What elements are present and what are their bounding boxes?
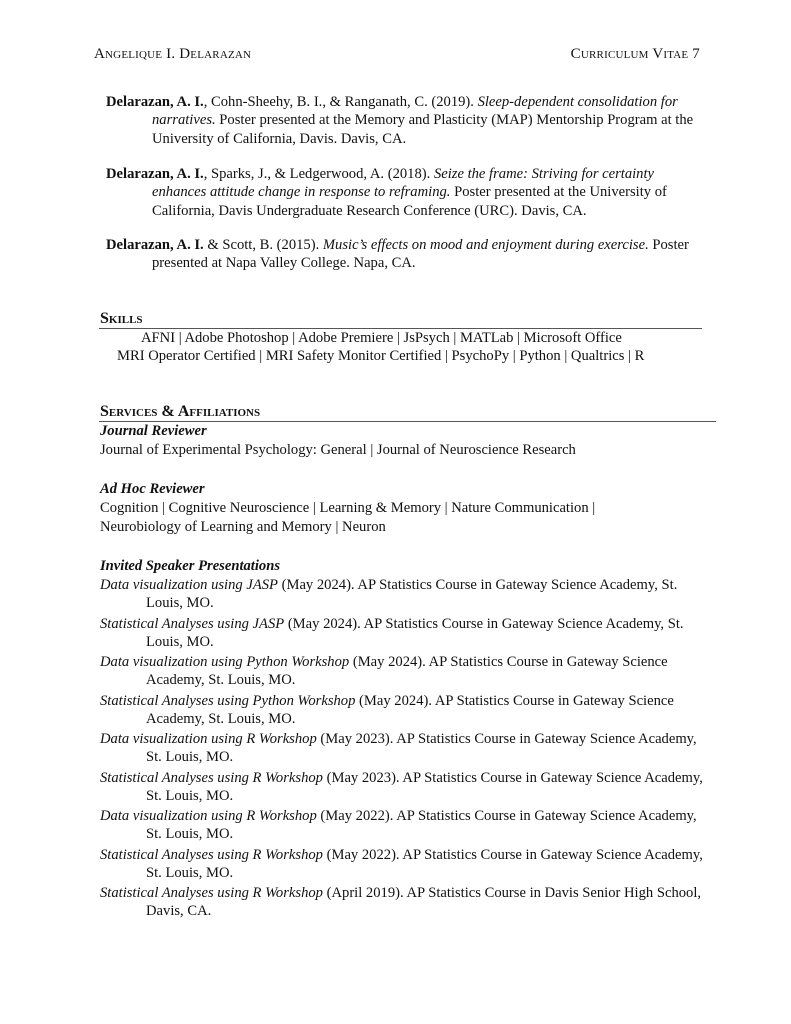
talk-title: Data visualization using JASP — [100, 577, 278, 593]
talk-title: Statistical Analyses using JASP — [100, 616, 285, 632]
invited-speaker-label: Invited Speaker Presentations — [100, 558, 280, 574]
skills-line: MRI Operator Certified | MRI Safety Monitor Certified | PsychoPy | Python | Qualtrics | R — [117, 348, 645, 364]
talk-details: (May 2024). AP Statistics Course in Gateway Science Academy, St. Louis, MO. — [146, 654, 668, 689]
invited-talk — [100, 884, 712, 921]
invited-talk — [100, 692, 712, 729]
talk-details: (May 2022). AP Statistics Course in Gateway Science Academy, St. Louis, MO. — [146, 847, 703, 882]
presentation-title: Seize the frame: Striving for certainty enhances attitude change in response to reframing. — [152, 166, 655, 201]
journal-reviewer-list: Journal of Experimental Psychology: General | Journal of Neuroscience Research — [100, 442, 576, 458]
presentation-venue: Poster presented at the Memory and Plasticity (MAP) Mentorship Program at the University of California, Davis. Davis, CA. — [152, 112, 694, 147]
adhoc-reviewer-list: Cognition | Cognitive Neuroscience | Learning & Memory | Nature Communication | Neurobiology of Learning and Memory | Neuron — [100, 500, 596, 536]
skills-line: AFNI | Adobe Photoshop | Adobe Premiere | JsPsych | MATLab | Microsoft Office — [141, 330, 622, 346]
talk-details: (May 2024). AP Statistics Course in Gateway Science Academy, St. Louis, MO. — [146, 693, 674, 728]
talk-title: Statistical Analyses using Python Workshop — [100, 693, 356, 709]
presentation-coauthors: , Sparks, J., & Ledgerwood, A. (2018). — [203, 166, 434, 182]
presentation-coauthors: , Cohn-Sheehy, B. I., & Ranganath, C. (2019). — [203, 94, 478, 110]
invited-talk — [100, 846, 712, 883]
presentation-title: Sleep-dependent consolidation for narratives. — [152, 94, 678, 129]
document-title: Curriculum Vitae 7 — [570, 46, 700, 62]
presentation-author: Delarazan, A. I. — [106, 237, 204, 253]
invited-talk — [100, 576, 712, 613]
invited-talk — [100, 653, 712, 690]
talk-title: Data visualization using Python Workshop — [100, 654, 350, 670]
presentation-title: Music’s effects on mood and enjoyment during exercise. — [322, 237, 649, 253]
invited-talk — [100, 730, 712, 767]
talk-details: (May 2022). AP Statistics Course in Gateway Science Academy, St. Louis, MO. — [146, 808, 697, 843]
journal-reviewer-label: Journal Reviewer — [100, 423, 207, 439]
talk-details: (May 2024). AP Statistics Course in Gateway Science Academy, St. Louis, MO. — [146, 616, 684, 651]
services-heading: Services & Affiliations — [100, 403, 261, 420]
presentation-entry — [106, 93, 700, 148]
talk-details: (May 2023). AP Statistics Course in Gateway Science Academy, St. Louis, MO. — [146, 731, 697, 766]
invited-talk — [100, 615, 712, 652]
presentation-venue: Poster presented at Napa Valley College. Napa, CA. — [152, 237, 689, 272]
skills-heading: Skills — [100, 310, 143, 327]
talk-title: Statistical Analyses using R Workshop — [100, 847, 323, 863]
talk-title: Statistical Analyses using R Workshop — [100, 885, 323, 901]
presentation-author: Delarazan, A. I. — [106, 94, 204, 110]
presentation-entry — [106, 165, 700, 220]
presentation-venue: Poster presented at the University of California, Davis Undergraduate Research Conference (URC). Davis, CA. — [152, 184, 667, 219]
presentation-entry — [106, 236, 700, 273]
author-name: Angelique I. Delarazan — [94, 46, 252, 62]
running-header — [94, 46, 700, 66]
talk-title: Data visualization using R Workshop — [100, 731, 317, 747]
talk-details: (April 2019). AP Statistics Course in Davis Senior High School, Davis, CA. — [146, 885, 702, 920]
talk-details: (May 2023). AP Statistics Course in Gateway Science Academy, St. Louis, MO. — [146, 770, 703, 805]
invited-talk — [100, 807, 712, 844]
talk-details: (May 2024). AP Statistics Course in Gateway Science Academy, St. Louis, MO. — [146, 577, 678, 612]
invited-talk — [100, 769, 712, 806]
presentation-coauthors: & Scott, B. (2015). — [203, 237, 323, 253]
adhoc-reviewer-label: Ad Hoc Reviewer — [100, 481, 205, 497]
presentation-author: Delarazan, A. I. — [106, 166, 204, 182]
talk-title: Data visualization using R Workshop — [100, 808, 317, 824]
talk-title: Statistical Analyses using R Workshop — [100, 770, 323, 786]
